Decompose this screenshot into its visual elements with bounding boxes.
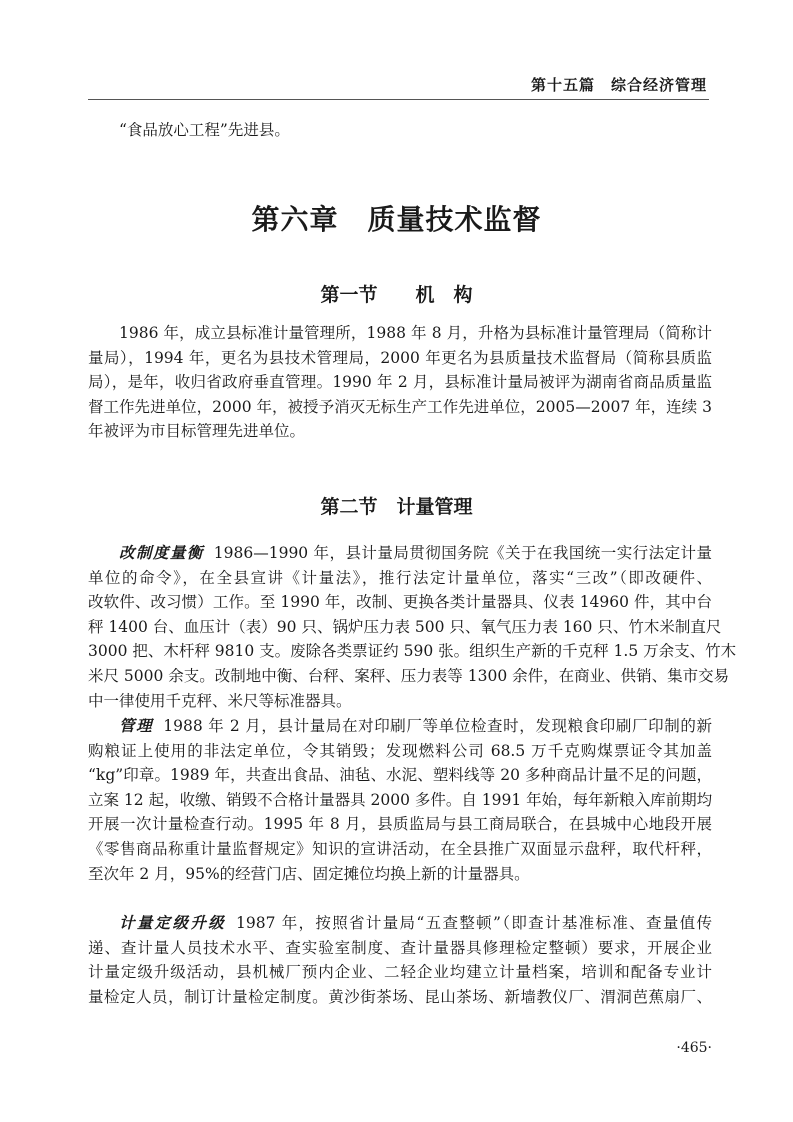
text-line: 中一律使用千克秤、米尺等标准器具。 [88,691,352,710]
section-title-1: 第一节 机 构 [320,284,473,306]
text-line: 《零售商品称重计量监督规定》知识的宣讲活动，在全县推广双面显示盘秤，取代杆秤， [88,839,712,858]
text-line: 计量定级升级活动，县机械厂预内企业、二轻企业均建立计量档案，培训和配备专业计 [88,963,712,982]
text-line: “食品放心工程”先进县。 [119,121,290,139]
text-line: 递、查计量人员技术水平、查实验室制度、查计量器具修理检定整顿）要求，开展企业 [88,938,712,957]
text-line: 3000 把、木杆秤 9810 支。废除各类票证约 590 张。组织生产新的千克秤 1.5 万余支、竹木 [88,642,737,661]
chapter-title: 第六章 质量技术监督 [251,203,542,236]
text-line: 米尺 5000 余支。改制地中衡、台秤、案秤、压力表等 1300 余件，在商业、供销、集市交易 [88,666,730,685]
text-line: 单位的命令》，在全县宣讲《计量法》，推行法定计量单位，落实“三改”（即改硬件、 [88,568,712,587]
paragraph-lead-term: 计量定级升级 [119,913,227,932]
paragraph-lead-term: 改制度量衡 [119,543,204,562]
text-line: 立案 12 起，收缴、销毁不合格计量器具 2000 多件。自 1991 年始，每年新粮入库前期均 [88,790,713,809]
text-line: 年被评为市目标管理先进单位。 [88,422,306,441]
text-line [88,541,712,566]
text-line: 1986 年，成立县标准计量管理所，1988 年 8 月，升格为县标准计量管理局（简称计 [119,324,712,342]
text-line [88,911,712,936]
running-header: 第十五篇 综合经济管理 [530,76,707,94]
paragraph-reform-measures [88,541,737,713]
paragraph-management [88,714,712,886]
text-run: 1987 年，按照省计量局“五查整顿”（即查计基准标准、查量值传 [236,914,712,932]
text-line: 购粮证上使用的非法定单位，令其销毁；发现燃料公司 68.5 万千克购煤票证令其加盖 [88,741,712,760]
header-rule [88,99,709,100]
text-line: 督工作先进单位，2000 年，被授予消灭无标生产工作先进单位，2005—2007 年，连续 3 [88,397,712,416]
text-run: 1986—1990 年，县计量局贯彻国务院《关于在我国统一实行法定计量 [213,544,712,562]
text-line: 改软件、改习惯）工作。至 1990 年，改制、更换各类计量器具、仪表 14960 件，其中台 [88,593,712,612]
section-title-2: 第二节 计量管理 [320,496,473,518]
text-line: 量检定人员，制订计量检定制度。黄沙街茶场、昆山茶场、新墙教仪厂、渭洞芭蕉扇厂、 [88,987,712,1006]
carryover-text [88,118,712,143]
text-run: 1988 年 2 月，县计量局在对印刷厂等单位检查时，发现粮食印刷厂印制的新 [163,717,712,735]
text-line: 局），是年，收归省政府垂直管理。1990 年 2 月，县标准计量局被评为湖南省商品质量监 [88,373,712,392]
text-line: “kg”印章。1989 年，共查出食品、油毡、水泥、塑料线等 20 多种商品计量不足的问题， [88,766,712,785]
paragraph-organization [88,321,712,444]
text-line: 开展一次计量检查行动。1995 年 8 月，县质监局与县工商局联合，在县城中心地段开展 [88,815,712,834]
text-line: 量局），1994 年，更名为县技术管理局，2000 年更名为县质量技术监督局（简称县质监 [88,348,712,367]
text-line: 至次年 2 月，95%的经营门店、固定摊位均换上新的计量器具。 [88,864,530,883]
paragraph-lead-term: 管理 [119,716,154,735]
page-number: ·465· [676,1040,712,1056]
text-line: 秤 1400 台、血压计（表）90 只、锅炉压力表 500 只、氧气压力表 160 只、竹木米制直尺 [88,617,722,636]
text-line [88,714,712,739]
paragraph-metrology-grading [88,911,712,1009]
